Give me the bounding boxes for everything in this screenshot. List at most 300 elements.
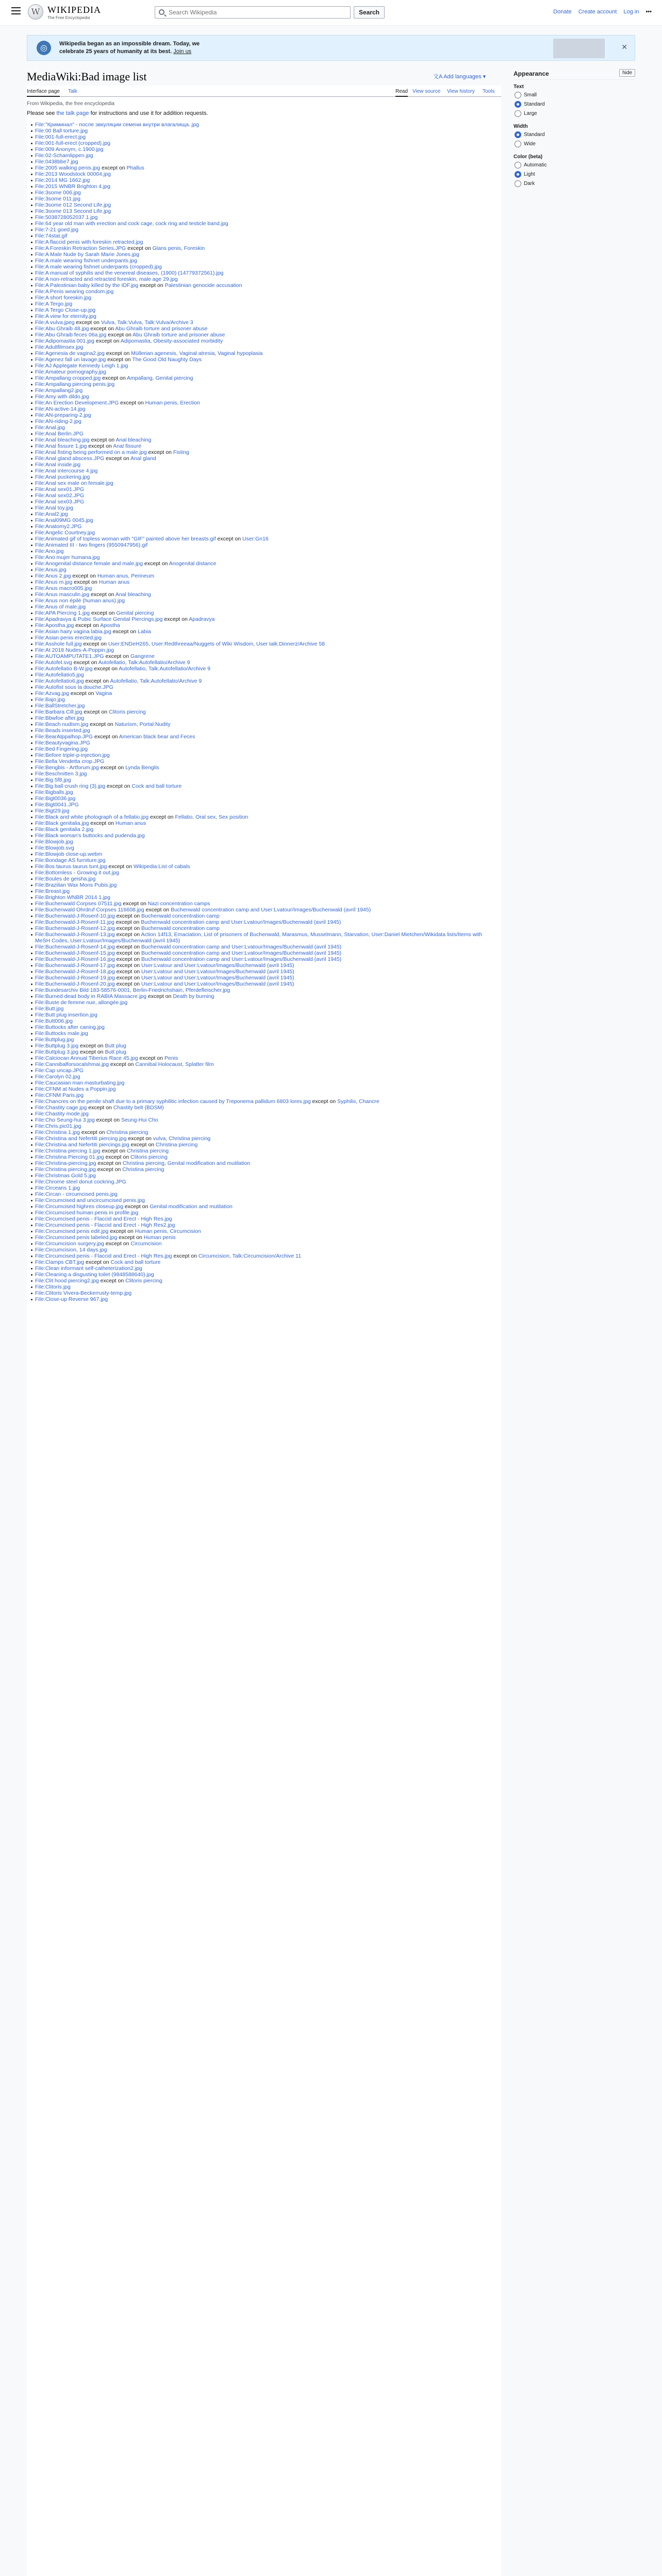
exception-link[interactable]: Butt plug xyxy=(105,1043,126,1049)
exception-link[interactable]: Christina piercing xyxy=(122,1166,164,1173)
exception-link[interactable]: Apadravya xyxy=(189,616,215,622)
close-icon[interactable]: ✕ xyxy=(621,43,627,51)
file-link[interactable]: File:Buchenwald-J-Rosenf-18.jpg xyxy=(35,969,115,975)
exception-link[interactable]: Glans penis, Foreskin xyxy=(152,245,205,251)
file-link[interactable]: File:Black woman's buttocks and pudenda.jpg xyxy=(35,833,145,839)
file-link[interactable]: File:Christina-piercing.jpg xyxy=(35,1160,96,1166)
text-option-small[interactable] xyxy=(514,92,635,101)
file-link[interactable]: File:Anogenital distance female and male.jpg xyxy=(35,561,143,567)
exception-link[interactable]: Buchenwald concentration camp and User:Lvatour/Images/Buchenwald (avril 1945) xyxy=(141,956,342,962)
file-link[interactable]: File:Bigt0041.JPG xyxy=(35,802,79,808)
file-link[interactable]: File:Circumcised highres closeup.jpg xyxy=(35,1204,123,1210)
exception-link[interactable]: Chastity belt (BDSM) xyxy=(113,1105,164,1111)
file-link[interactable]: File:Anus masculin.jpg xyxy=(35,591,90,598)
file-link[interactable]: File:Buchenwald-J-Rosenf-13.jpg xyxy=(35,931,115,938)
file-link[interactable]: File:Buttplug.jpg xyxy=(35,1037,74,1043)
file-link[interactable]: File:Animated III - two fingers (9550947956).gif xyxy=(35,542,148,548)
add-languages-button[interactable]: 文A Add languages ▾ xyxy=(433,74,486,80)
file-link[interactable]: File:AJ Applegate Kennedy Leigh 1.jpg xyxy=(35,363,128,369)
file-link[interactable]: File:7-21 goed.jpg xyxy=(35,227,79,233)
file-link[interactable]: File:A male wearing fishnet underpants.jpg xyxy=(35,258,137,264)
exception-link[interactable]: Seung-Hui Cho xyxy=(121,1117,158,1123)
exception-link[interactable]: Adipomastia, Obesity-associated morbidity xyxy=(120,338,223,344)
exception-link[interactable]: User:Gn16 xyxy=(242,536,269,542)
file-link[interactable]: File:Anus non épilé (human anus).jpg xyxy=(35,598,125,604)
radio-icon[interactable] xyxy=(515,101,521,108)
exception-link[interactable]: Anogenital distance xyxy=(169,561,217,567)
file-link[interactable]: File:BearAlppalhop.JPG xyxy=(35,734,93,740)
exception-link[interactable]: Labia xyxy=(138,629,151,635)
file-link[interactable]: File:Buchenwald-J-Rosenf-19.jpg xyxy=(35,975,115,981)
exception-link[interactable]: Buchenwald concentration camp and User:Lvatour/Images/Buchenwald (avril 1945) xyxy=(171,907,371,913)
file-link[interactable]: File:Bos taurus taurus tunt.jpg xyxy=(35,863,107,870)
file-link[interactable]: File:Anus.jpg xyxy=(35,567,67,573)
file-link[interactable]: File:Buttplug 3.jpg xyxy=(35,1049,79,1055)
exception-link[interactable]: Cannibal Holocaust, Splatter film xyxy=(135,1061,214,1067)
file-link[interactable]: File:A Penis wearing condom.jpg xyxy=(35,289,114,295)
file-link[interactable]: File:Autofellatio B-W.jpg xyxy=(35,666,93,672)
file-link[interactable]: File:0438bbe7.jpg xyxy=(35,159,78,165)
file-link[interactable]: File:At 2018 Nudes-A-Poppin.jpg xyxy=(35,647,114,653)
log-in-link[interactable]: Log in xyxy=(623,9,639,15)
file-link[interactable]: File:Circumcised penis - Flaccid and Erect - High Res.jpg xyxy=(35,1253,172,1259)
exception-link[interactable]: vulva, Christina piercing xyxy=(153,1136,211,1142)
exception-link[interactable]: Penis xyxy=(164,1055,178,1061)
file-link[interactable]: File:64 year old man with erection and cock cage, cock ring and testicle band.jpg xyxy=(35,221,228,227)
file-link[interactable]: File:Autofel.svg xyxy=(35,659,72,666)
file-link[interactable]: File:Bondage AS furniture.jpg xyxy=(35,857,106,863)
exception-link[interactable]: Clitoris piercing xyxy=(109,709,146,715)
file-link[interactable]: File:AN-riding-2.jpg xyxy=(35,418,81,425)
file-link[interactable]: File:A Tergo Close-up.jpg xyxy=(35,307,96,313)
file-link[interactable]: File:3some 006.jpg xyxy=(35,190,81,196)
file-link[interactable]: File:2013 Woodstock 00004.jpg xyxy=(35,171,111,177)
exception-link[interactable]: Naturism, Portal:Nudity xyxy=(114,721,171,727)
file-link[interactable]: File:Buchenwald-J-Rosenf-16.jpg xyxy=(35,956,115,962)
file-link[interactable]: File:Blowjob.svg xyxy=(35,845,74,851)
file-link[interactable]: File:A Male Nude by Sarah Marie Jones.jpg xyxy=(35,251,139,258)
file-link[interactable]: File:Adipomastia 001.jpg xyxy=(35,338,94,344)
file-link[interactable]: File:Bed Fingering.jpg xyxy=(35,746,88,752)
exception-link[interactable]: Genital modification and mutilation xyxy=(150,1204,233,1210)
radio-icon[interactable] xyxy=(515,180,521,187)
file-link[interactable]: File:Buchenwald-J-Rosenf-10.jpg xyxy=(35,913,115,919)
file-link[interactable]: File:Circumcised penis - Flaccid and Erect - High Res.jpg xyxy=(35,1216,172,1222)
radio-icon[interactable] xyxy=(515,141,521,147)
file-link[interactable]: File:2014 MG 1662.jpg xyxy=(35,177,90,183)
file-link[interactable]: File:AN-active-14.jpg xyxy=(35,406,86,412)
exception-link[interactable]: Human anus xyxy=(98,579,130,585)
file-link[interactable]: File:Circumcised human penis in profile.jpg xyxy=(35,1210,139,1216)
exception-link[interactable]: Circumcision xyxy=(130,1241,162,1247)
file-link[interactable]: File:Anal toy.jpg xyxy=(35,505,73,511)
tab-view-history[interactable]: View history xyxy=(447,89,475,94)
file-link[interactable]: File:Bajo.jpg xyxy=(35,697,65,703)
file-link[interactable]: File:Bengbis - Artforum.jpg xyxy=(35,765,99,771)
exception-link[interactable]: Apostha xyxy=(100,622,120,629)
file-link[interactable]: File:Buchenwald-J-Rosenf-17.jpg xyxy=(35,962,115,969)
file-link[interactable]: File:Butt.jpg xyxy=(35,1006,64,1012)
file-link[interactable]: File:Christina and Nefertiti piercing.jpg xyxy=(35,1136,127,1142)
file-link[interactable]: File:Breast.jpg xyxy=(35,888,70,894)
donate-link[interactable]: Donate xyxy=(553,9,572,15)
exception-link[interactable]: Phallus xyxy=(126,165,144,171)
exception-link[interactable]: Lynda Benglis xyxy=(125,765,159,771)
exception-link[interactable]: Wikipedia:List of cabals xyxy=(133,863,190,870)
exception-link[interactable]: Palestinian genocide accusation xyxy=(164,282,242,289)
tab-view-source[interactable]: View source xyxy=(412,89,441,94)
file-link[interactable]: File:Autofellatio6.jpg xyxy=(35,678,84,684)
file-link[interactable]: File:Abu Ghraib 48.jpg xyxy=(35,326,89,332)
file-link[interactable]: File:Anal sex01.JPG xyxy=(35,486,85,493)
file-link[interactable]: File:Clitoris.jpg xyxy=(35,1284,71,1290)
exception-link[interactable]: Christina piercing xyxy=(127,1148,169,1154)
file-link[interactable]: File:Clean informant self-catheterization2.jpg xyxy=(35,1265,142,1272)
file-link[interactable]: File:A male wearing fishnet underpants (cropped).jpg xyxy=(35,264,162,270)
file-link[interactable]: File:009 Anonym, c.1900.jpg xyxy=(35,146,104,152)
file-link[interactable]: File:3some 011.jpg xyxy=(35,196,80,202)
file-link[interactable]: File:Ano mujer humana.jpg xyxy=(35,554,100,561)
tab-interface-page[interactable]: Interface page xyxy=(27,89,60,97)
file-link[interactable]: File:Beautyvagina.JPG xyxy=(35,740,90,746)
exception-link[interactable]: Fellatio, Oral sex, Sex position xyxy=(175,814,249,820)
file-link[interactable]: File:Beads inserted.jpg xyxy=(35,727,90,734)
file-link[interactable]: File:Anal.jpg xyxy=(35,425,65,431)
exception-link[interactable]: Fisting xyxy=(173,449,189,455)
file-link[interactable]: File:Autofist sous la douche.JPG xyxy=(35,684,113,690)
file-link[interactable]: File:Before triple-p-injection.jpg xyxy=(35,752,110,758)
wikipedia-globe-icon[interactable]: W xyxy=(28,4,43,20)
file-link[interactable]: File:Christina 1.jpg xyxy=(35,1129,80,1136)
exception-link[interactable]: Vulva, Talk:Vulva, Talk:Vulva/Archive 3 xyxy=(101,319,193,326)
exception-link[interactable]: Death by burning xyxy=(173,993,214,999)
file-link[interactable]: File:Anal09MG 0045.jpg xyxy=(35,517,93,523)
text-option-large[interactable] xyxy=(514,110,635,120)
exception-link[interactable]: Gangrene xyxy=(130,653,155,659)
exception-link[interactable]: Human penis xyxy=(143,1234,176,1241)
create-account-link[interactable]: Create account xyxy=(578,9,617,15)
exception-link[interactable]: Buchenwald concentration camp and User:Lvatour/Images/Buchenwald (avril 1945) xyxy=(141,919,341,925)
file-link[interactable]: File:Agenesia de vagina2.jpg xyxy=(35,350,105,357)
file-link[interactable]: File:Black genitalia 2.jpg xyxy=(35,826,94,833)
file-link[interactable]: File:Anal gland abscess.JPG xyxy=(35,455,105,462)
exception-link[interactable]: Action 14f13, Emaciation, List of prisoners of Buchenwald, Marasmus, Musselmann, Starvation, User:Daniel Mietchen/Wikidata lists/Items with MeSH Codes, User:Lvatour/Images/Buchenwald (avril 1945) xyxy=(35,931,483,944)
hide-button[interactable]: hide xyxy=(619,69,635,77)
exception-link[interactable]: Anal fissure xyxy=(113,443,142,449)
file-link[interactable]: File:A manual of syphilis and the venereal diseases, (1900) (14779372561).jpg xyxy=(35,270,224,276)
file-link[interactable]: File:Christmas Gold 5.jpg xyxy=(35,1173,96,1179)
file-link[interactable]: File:Azvag.jpg xyxy=(35,690,69,697)
join-us-link[interactable]: Join us xyxy=(173,48,192,55)
file-link[interactable]: File:Buttocks male.jpg xyxy=(35,1030,88,1037)
exception-link[interactable]: Genital piercing xyxy=(116,610,154,616)
file-link[interactable]: File:Cannibalforsocalshmai.jpg xyxy=(35,1061,109,1067)
file-link[interactable]: File:Anus 2.jpg xyxy=(35,573,71,579)
file-link[interactable]: File:Black and white photograph of a fellatio.jpg xyxy=(35,814,149,820)
file-link[interactable]: File:AN-preparing-2.jpg xyxy=(35,412,91,418)
file-link[interactable]: File:Circumcised and uncircumcised penis.jpg xyxy=(35,1197,145,1204)
exception-link[interactable]: Human anus, Perineum xyxy=(97,573,155,579)
file-link[interactable]: File:Big ball crush ring (3).jpg xyxy=(35,783,105,789)
file-link[interactable]: File:Apadravya & Pubic Surface Genital Piercings.jpg xyxy=(35,616,163,622)
file-link[interactable]: File:Clamps CBT.jpg xyxy=(35,1259,85,1265)
exception-link[interactable]: User:Lvatour and User:Lvatour/Images/Buchenwald (avril 1945) xyxy=(141,975,294,981)
file-link[interactable]: File:An Erection Development.JPG xyxy=(35,400,119,406)
radio-icon[interactable] xyxy=(515,131,521,138)
file-link[interactable]: File:Butt006.jpg xyxy=(35,1018,73,1024)
file-link[interactable]: File:Burned dead body in RABIA Massacre.jpg xyxy=(35,993,146,999)
exception-link[interactable]: Human penis, Erection xyxy=(145,400,200,406)
file-link[interactable]: File:Buchenwald-J-Rosenf-15.jpg xyxy=(35,950,115,956)
file-link[interactable]: File:Barbara Cill.jpg xyxy=(35,709,82,715)
file-link[interactable]: File:Cho Seung-hui 3.jpg xyxy=(35,1117,95,1123)
file-link[interactable]: File:5038728052037.1.jpg xyxy=(35,214,98,221)
file-link[interactable]: File:Chastity cage.jpg xyxy=(35,1105,87,1111)
color-option-automatic[interactable] xyxy=(514,162,635,171)
radio-icon[interactable] xyxy=(515,162,521,168)
exception-link[interactable]: American black bear and Feces xyxy=(119,734,195,740)
file-link[interactable]: File:A short foreskin.jpg xyxy=(35,295,92,301)
file-link[interactable]: File:00 Ball torture.jpg xyxy=(35,128,88,134)
width-option-wide[interactable] xyxy=(514,141,635,150)
file-link[interactable]: File:Christina Piercing 01.jpg xyxy=(35,1154,104,1160)
color-option-light[interactable] xyxy=(514,171,635,180)
file-link[interactable]: File:Agenez fall un lavage.jpg xyxy=(35,357,106,363)
file-link[interactable]: File:Ampallang cropped.jpg xyxy=(35,375,101,381)
file-link[interactable]: File:Anus m.jpg xyxy=(35,579,73,585)
file-link[interactable]: File:Anus of male.jpg xyxy=(35,604,86,610)
file-link[interactable]: File:Bundesarchiv Bild 183-58576-0001, Berlin-Friedrichshain, Pferdefleischer.jpg xyxy=(35,987,230,993)
radio-icon[interactable] xyxy=(515,110,521,117)
file-link[interactable]: File:2005 walking penis.jpg xyxy=(35,165,101,171)
file-link[interactable]: File:A Palestinian baby killed by the IDF.jpg xyxy=(35,282,139,289)
file-link[interactable]: File:Buchenwald Corpses 07511.jpg xyxy=(35,901,122,907)
file-link[interactable]: File:Chrome steel donut cockring.JPG xyxy=(35,1179,126,1185)
file-link[interactable]: File:Apostha.jpg xyxy=(35,622,74,629)
exception-link[interactable]: Clitoris piercing xyxy=(125,1278,162,1284)
exception-link[interactable]: Cock and ball torture xyxy=(110,1259,161,1265)
search-button[interactable]: Search xyxy=(354,6,385,19)
file-link[interactable]: File:Chris.pic01.jpg xyxy=(35,1123,81,1129)
radio-icon[interactable] xyxy=(515,92,521,98)
search-input[interactable] xyxy=(169,8,323,16)
file-link[interactable]: File:Amy with dildo.jpg xyxy=(35,394,89,400)
file-link[interactable]: File:001-full-erect (cropped).jpg xyxy=(35,140,110,146)
file-link[interactable]: File:Circumcised penis edit.jpg xyxy=(35,1228,109,1234)
file-link[interactable]: File:Cleaning a disgusting toilet (9848588640).jpg xyxy=(35,1272,154,1278)
wikipedia-wordmark[interactable]: WIKIPEDIA xyxy=(47,5,101,15)
file-link[interactable]: File:Circumcised penis - Flaccid and Erect - High Res2.jpg xyxy=(35,1222,175,1228)
exception-link[interactable]: Vagina xyxy=(95,690,112,697)
file-link[interactable]: File:Chastity mode.jpg xyxy=(35,1111,89,1117)
exception-link[interactable]: Abu Ghraib torture and prisoner abuse xyxy=(133,332,225,338)
file-link[interactable]: File:Buchenwald Ohrdruf Corpses 116608.jpg xyxy=(35,907,144,913)
exception-link[interactable]: Anal bleaching xyxy=(115,437,152,443)
tab-talk[interactable]: Talk xyxy=(68,89,77,94)
file-link[interactable]: File:001-full-erect.jpg xyxy=(35,134,86,140)
more-options-icon[interactable]: ••• xyxy=(646,9,652,15)
file-link[interactable]: File:Autofellatio5.jpg xyxy=(35,672,84,678)
file-link[interactable]: File:Buttocks after caning.jpg xyxy=(35,1024,105,1030)
file-link[interactable]: File:Anus macro005.jpg xyxy=(35,585,92,591)
file-link[interactable]: File:Beschnitten 3.jpg xyxy=(35,771,87,777)
file-link[interactable]: File:Anal inside.jpg xyxy=(35,462,81,468)
file-link[interactable]: File:Anal sex male on female.jpg xyxy=(35,480,113,486)
file-link[interactable]: File:Abu Ghraib feces 06a.jpg xyxy=(35,332,107,338)
exception-link[interactable]: Ampallang, Genital piercing xyxy=(127,375,193,381)
file-link[interactable]: File:Bigt29.jpg xyxy=(35,808,70,814)
file-link[interactable]: File:Close-up Reverse 967.jpg xyxy=(35,1296,108,1302)
file-link[interactable]: File:Brazilian Wax Mons Pubis.jpg xyxy=(35,882,117,888)
tab-tools[interactable]: Tools xyxy=(483,89,495,94)
search-box[interactable] xyxy=(155,6,351,19)
file-link[interactable]: File:Circumcision surgery.jpg xyxy=(35,1241,105,1247)
file-link[interactable]: File:Asian penis erected.jpg xyxy=(35,635,102,641)
file-link[interactable]: File:Clitoris Vivera-Beckerrusty-temp.jpg xyxy=(35,1290,132,1296)
file-link[interactable]: File:Circumcision, 14 days.jpg xyxy=(35,1247,107,1253)
exception-link[interactable]: Buchenwald concentration camp and User:Lvatour/Images/Buchenwald (avril 1945) xyxy=(141,944,342,950)
file-link[interactable]: File:BallStretcher.jpg xyxy=(35,703,85,709)
talk-page-link[interactable]: the talk page xyxy=(56,110,89,116)
file-link[interactable]: File:Big 5f8.jpg xyxy=(35,777,71,783)
file-link[interactable]: File:Cap uncap.JPG xyxy=(35,1067,84,1074)
file-link[interactable]: File:A Foreskin Retraction Series.JPG xyxy=(35,245,126,251)
file-link[interactable]: File:Beach nudism.jpg xyxy=(35,721,89,727)
file-link[interactable]: File:Bottomless - Growing it out.jpg xyxy=(35,870,119,876)
file-link[interactable]: File:Anal intercourse 4.jpg xyxy=(35,468,98,474)
exception-link[interactable]: The Good Old Naughty Days xyxy=(132,357,202,363)
file-link[interactable]: File:Clit hood piercing2.jpg xyxy=(35,1278,99,1284)
exception-link[interactable]: User:ENDeH265, User:Redthreeaa/Nuggets of Wiki Wisdom, User talk:Dinnerz/Archive 58 xyxy=(108,641,325,647)
file-link[interactable]: File:Christina piercing.jpg xyxy=(35,1166,96,1173)
file-link[interactable]: File:"Криминал" - после эвкуляции семени внутри влагалища..jpg xyxy=(35,122,199,128)
text-option-standard[interactable] xyxy=(514,101,635,110)
file-link[interactable]: File:Buchenwald-J-Rosenf-12.jpg xyxy=(35,925,115,931)
exception-link[interactable]: User:Lvatour and User:Lvatour/Images/Buchenwald (avril 1945) xyxy=(141,969,294,975)
file-link[interactable]: File:Anal sex02.JPG xyxy=(35,493,85,499)
exception-link[interactable]: Buchenwald concentration camp xyxy=(141,925,220,931)
exception-link[interactable]: Anal bleaching xyxy=(115,591,151,598)
file-link[interactable]: File:Buchenwald-J-Rosenf-14.jpg xyxy=(35,944,115,950)
exception-link[interactable]: Müllerian agenesis, Vaginal atresia, Vaginal hypoplasia xyxy=(131,350,263,357)
file-link[interactable]: File:A flaccid penis with foreskin retracted.jpg xyxy=(35,239,143,245)
exception-link[interactable]: Human penis, Circumcision xyxy=(135,1228,201,1234)
file-link[interactable]: File:Animated gif of topless woman with "GIF" painted above her breasts.gif xyxy=(35,536,216,542)
file-link[interactable]: File:Anatomy2.JPG xyxy=(35,523,82,530)
color-option-dark[interactable] xyxy=(514,180,635,190)
tab-read[interactable]: Read xyxy=(395,89,408,97)
file-link[interactable]: File:Caucasian man masturbating.jpg xyxy=(35,1080,125,1086)
file-link[interactable]: File:Ampallang piercing penis.jpg xyxy=(35,381,115,387)
file-link[interactable]: File:Anal Berlin.JPG xyxy=(35,431,84,437)
file-link[interactable]: File:Angelic Courtney.jpg xyxy=(35,530,95,536)
file-link[interactable]: File:Brighton WNBR 2014 1.jpg xyxy=(35,894,110,901)
file-link[interactable]: File:A Tergo.jpg xyxy=(35,301,73,307)
width-option-standard[interactable] xyxy=(514,131,635,141)
file-link[interactable]: File:Circan - circumcised penis.jpg xyxy=(35,1191,118,1197)
exception-link[interactable]: Buchenwald concentration camp xyxy=(141,913,220,919)
file-link[interactable]: File:Circeans 1.jpg xyxy=(35,1185,80,1191)
exception-link[interactable]: Nazi concentration camps xyxy=(147,901,210,907)
file-link[interactable]: File:Chancres on the penile shaft due to a primary syphilitic infection caused by Treponema pallidum 6803 lores.jpg xyxy=(35,1098,311,1105)
exception-link[interactable]: Syphilis, Chancre xyxy=(337,1098,379,1105)
exception-link[interactable]: Christina piercing xyxy=(156,1142,198,1148)
main-menu-icon[interactable] xyxy=(11,7,21,14)
file-link[interactable]: File:Boules de geisha.jpg xyxy=(35,876,96,882)
file-link[interactable]: File:Circumcised penis labeled.jpg xyxy=(35,1234,118,1241)
file-link[interactable]: File:Buttplug 3.jpg xyxy=(35,1043,79,1049)
file-link[interactable]: File:Black genitalia.jpg xyxy=(35,820,89,826)
file-link[interactable]: File:A view for eternity.jpg xyxy=(35,313,96,319)
file-link[interactable]: File:74stat.gif xyxy=(35,233,68,239)
file-link[interactable]: File:Asshole full.jpg xyxy=(35,641,82,647)
exception-link[interactable]: User:Lvatour and User:Lvatour/Images/Buchenwald (avril 1945) xyxy=(141,981,294,987)
radio-icon[interactable] xyxy=(515,171,521,178)
file-link[interactable]: File:Anal fissure 1.jpg xyxy=(35,443,87,449)
file-link[interactable]: File:Ano.jpg xyxy=(35,548,64,554)
file-link[interactable]: File:Anal bleaching.jpg xyxy=(35,437,90,443)
file-link[interactable]: File:Bella Vendetta crop.JPG xyxy=(35,758,105,765)
exception-link[interactable]: Autofellatio, Talk:Autofellatio/Archive 9 xyxy=(98,659,190,666)
file-link[interactable]: File:Anal sex03.JPG xyxy=(35,499,85,505)
file-link[interactable]: File:Blowjob close-up.webm xyxy=(35,851,103,857)
file-link[interactable]: File:APA Piercing 1.jpg xyxy=(35,610,90,616)
exception-link[interactable]: Abu Ghraib torture and prisoner abuse xyxy=(115,326,208,332)
file-link[interactable]: File:Buchenwald-J-Rosenf-20.jpg xyxy=(35,981,115,987)
file-link[interactable]: File:Christina piercing 1.jpg xyxy=(35,1148,101,1154)
file-link[interactable]: File:02-Schamlippen.jpg xyxy=(35,152,93,159)
exception-link[interactable]: Circumcision, Talk:Circumcision/Archive 11 xyxy=(198,1253,302,1259)
file-link[interactable]: File:Adultfilmsex.jpg xyxy=(35,344,84,350)
exception-link[interactable]: Human anus xyxy=(115,820,146,826)
exception-link[interactable]: Cock and ball torture xyxy=(131,783,182,789)
exception-link[interactable]: Anal gland xyxy=(130,455,156,462)
file-link[interactable]: File:Carolyn 02.jpg xyxy=(35,1074,80,1080)
file-link[interactable]: File:CFNM Paris.jpg xyxy=(35,1092,84,1098)
file-link[interactable]: File:Ampallang2.jpg xyxy=(35,387,83,394)
exception-link[interactable]: Autofellatio, Talk:Autofellatio/Archive 9 xyxy=(119,666,211,672)
file-link[interactable]: File:Bbwfoe after.jpg xyxy=(35,715,85,721)
file-link[interactable]: File:Asian hairy vagina labia.jpg xyxy=(35,629,111,635)
file-link[interactable]: File:2015 WNBR Brighton 4.jpg xyxy=(35,183,110,190)
file-link[interactable]: File:Anal puckering.jpg xyxy=(35,474,90,480)
file-link[interactable]: File:Bigballs.jpg xyxy=(35,789,73,795)
file-link[interactable]: File:3some 012 Second Life.jpg xyxy=(35,202,111,208)
file-link[interactable]: File:Butt plug insertion.jpg xyxy=(35,1012,97,1018)
exception-link[interactable]: Butt plug xyxy=(105,1049,126,1055)
file-link[interactable]: File:Buste de femme nue, allongée.jpg xyxy=(35,999,128,1006)
file-link[interactable]: File:Blowjob.jpg xyxy=(35,839,73,845)
file-link[interactable]: File:Amateur pornography.jpg xyxy=(35,369,106,375)
exception-link[interactable]: User:Lvatour and User:Lvatour/Images/Buchenwald (avril 1945) xyxy=(141,962,294,969)
file-link[interactable]: File:Anal fisting being performed on a male.jpg xyxy=(35,449,147,455)
file-link[interactable]: File:Anal2.jpg xyxy=(35,511,68,517)
file-link[interactable]: File:AUTOAMPUTATE1.JPG xyxy=(35,653,104,659)
exception-link[interactable]: Clitoris piercing xyxy=(130,1154,168,1160)
file-link[interactable]: File:Christina and Nefertiti piercings.jpg xyxy=(35,1142,129,1148)
file-link[interactable]: File:Bigt0036.jpg xyxy=(35,795,76,802)
exception-link[interactable]: Autofellatio, Talk:Autofellatio/Archive 9 xyxy=(110,678,202,684)
exception-link[interactable]: Christina piercing, Genital modification and mutilation xyxy=(122,1160,251,1166)
file-link[interactable]: File:CFNM at Nudes a Poppin.jpg xyxy=(35,1086,116,1092)
exception-link[interactable]: Buchenwald concentration camp and User:Lvatour/Images/Buchenwald (avril 1945) xyxy=(141,950,342,956)
file-link[interactable]: File:A non-retracted and retracted foreskin, male age 29.jpg xyxy=(35,276,178,282)
file-link[interactable]: File:3some 013 Second Life.jpg xyxy=(35,208,111,214)
file-link[interactable]: File:Buchenwald-J-Rosenf-11.jpg xyxy=(35,919,114,925)
file-link[interactable]: File:A vulva.jpeg xyxy=(35,319,75,326)
file-link[interactable]: File:Calciocan Annual Tiberius Race 45.jpg xyxy=(35,1055,138,1061)
exception-link[interactable]: Christina piercing xyxy=(106,1129,148,1136)
